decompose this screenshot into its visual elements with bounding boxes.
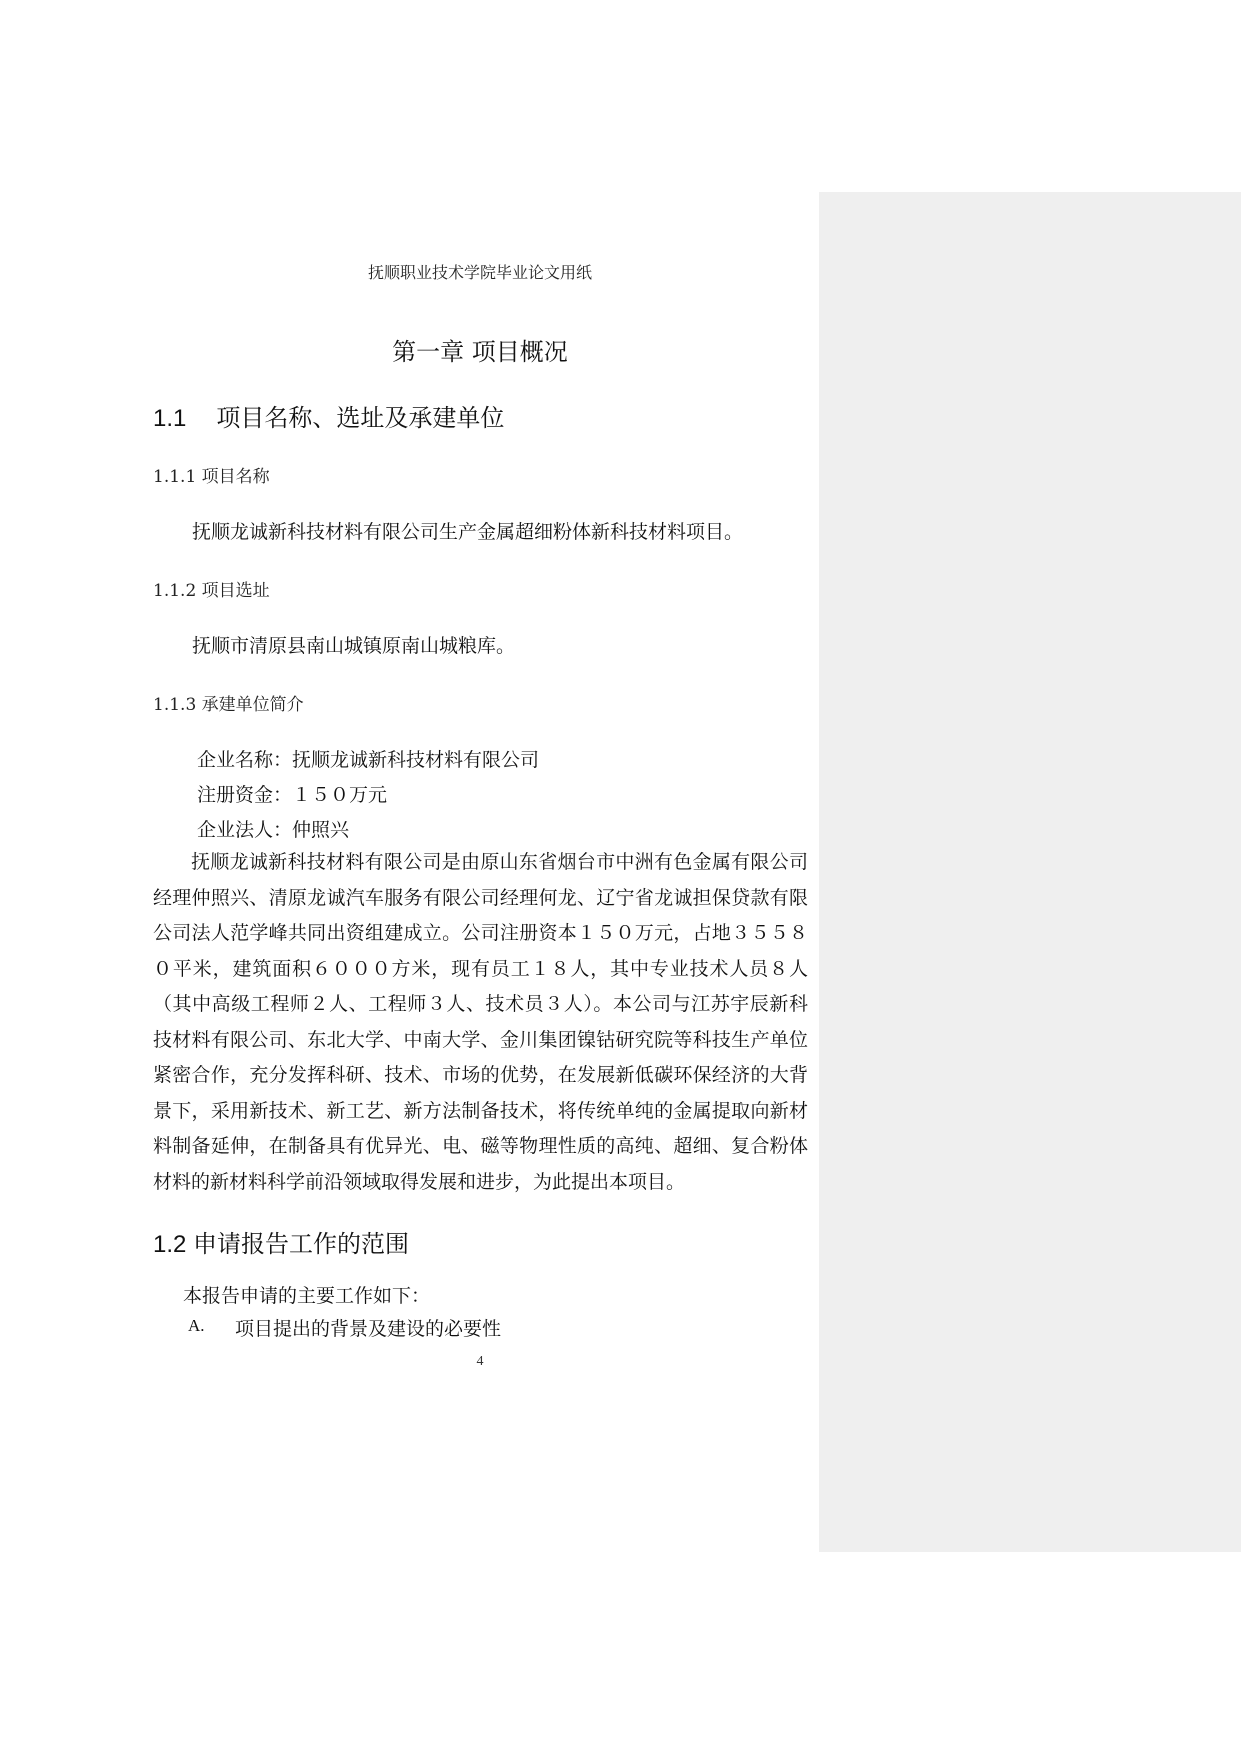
registered-capital-line: 注册资金：１５０万元 xyxy=(197,784,388,806)
company-description-paragraph: 抚顺龙诚新科技材料有限公司是由原山东省烟台市中洲有色金属有限公司经理仲照兴、清原龙诚汽车服务有限公司经理何龙、辽宁省龙诚担保贷款有限公司法人范学峰共同出资组建成立。公司注册资本１５０万元，占地３５５８０平米，建筑面积６０００方米，现有员工１８人，其中专业技术人员８人（其中高级工程师２人、工程师３人、技术员３人）。本公司与江苏宇辰新科技材料有限公司、东北大学、中南大学、金川集团镍钴研究院等科技生产单位紧密合作，充分发挥科研、技术、市场的优势，在发展新低碳环保经济的大背景下，采用新技术、新工艺、新方法制备技术，将传统单纯的金属提取向新材料制备延伸，在制备具有优异光、电、磁等物理性质的高纯、超细、复合粉体材料的新材料科学前沿领域取得发展和进步，为此提出本项目。 xyxy=(153,851,808,1193)
subsection-1-1-1-heading: 1.1.1 项目名称 xyxy=(153,467,270,487)
scope-intro-text: 本报告申请的主要工作如下： xyxy=(183,1285,431,1307)
section-1-2-heading: 1.2 申请报告工作的范围 xyxy=(153,1231,410,1258)
section-number: 1.1 xyxy=(153,405,187,432)
subsection-1-1-3-heading: 1.1.3 承建单位简介 xyxy=(153,695,304,715)
list-item-marker: A. xyxy=(188,1316,205,1335)
comment-margin-pane xyxy=(819,192,1241,1552)
legal-person-line: 企业法人：仲照兴 xyxy=(197,819,350,841)
page-number: 4 xyxy=(476,1354,484,1369)
subsection-1-1-2-heading: 1.1.2 项目选址 xyxy=(153,581,270,601)
project-location-text: 抚顺市清原县南山城镇原南山城粮库。 xyxy=(192,635,516,657)
section-title: 项目名称、选址及承建单位 xyxy=(216,405,505,432)
company-name-line: 企业名称：抚顺龙诚新科技材料有限公司 xyxy=(197,749,540,771)
list-item-text: 项目提出的背景及建设的必要性 xyxy=(235,1318,502,1340)
chapter-title: 第一章 项目概况 xyxy=(392,338,568,366)
page-header: 抚顺职业技术学院毕业论文用纸 xyxy=(367,263,592,282)
project-name-text: 抚顺龙诚新科技材料有限公司生产金属超细粉体新科技材料项目。 xyxy=(192,521,744,543)
section-1-1-heading xyxy=(153,398,504,433)
